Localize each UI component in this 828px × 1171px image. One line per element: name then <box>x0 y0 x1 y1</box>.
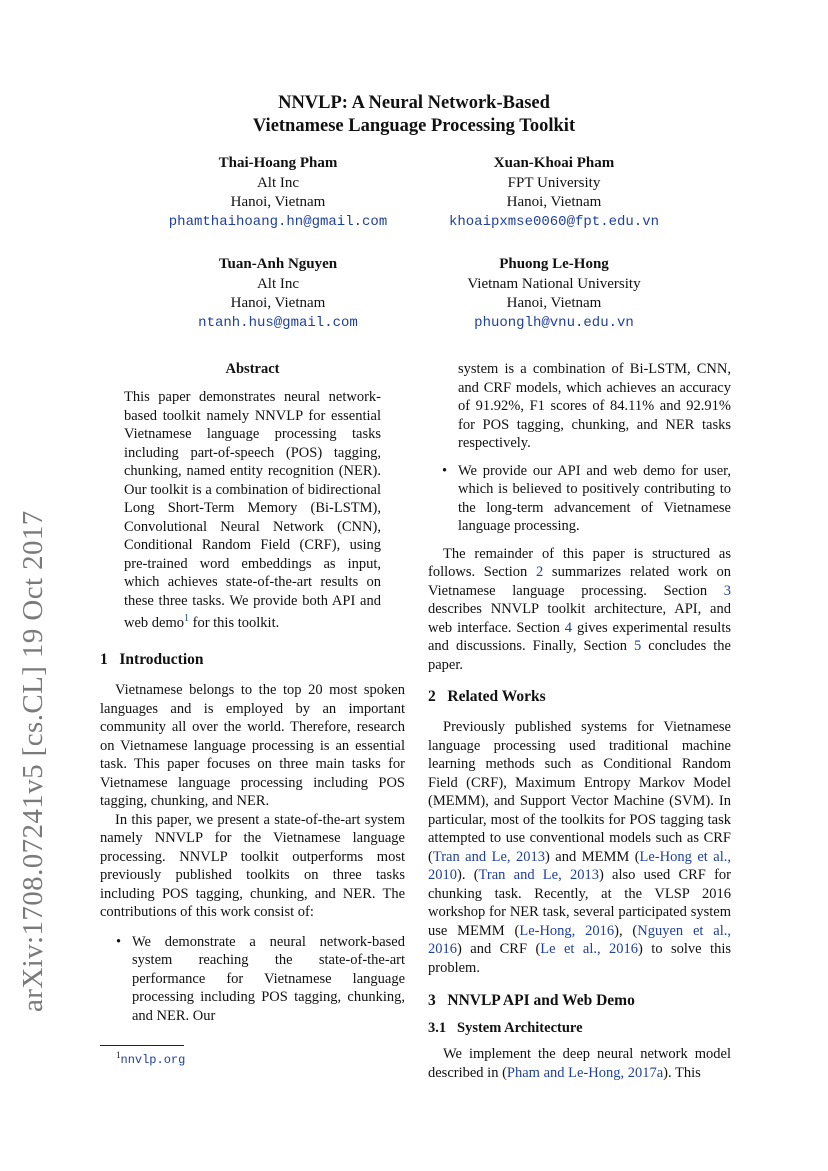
author-affiliation: Alt Inc <box>256 275 300 292</box>
subsection-heading-architecture <box>428 1019 731 1038</box>
citation-link[interactable]: Nguyen et al., 2016 <box>428 922 731 957</box>
contribution-bullet-1 <box>116 933 405 1026</box>
author-location: Hanoi, Vietnam <box>230 194 326 210</box>
remainder-paragraph <box>428 545 731 675</box>
arxiv-sidebar: arXiv:1708.07241v5 [cs.CL] 19 Oct 2017 <box>17 510 49 1012</box>
section-heading-related-works <box>428 687 731 707</box>
author-email[interactable]: phuonglh@vnu.edu.vn <box>474 314 634 331</box>
text-run: We implement the deep neural network model described in ( <box>428 1046 731 1081</box>
citation-link[interactable]: Le-Hong et al., 2010 <box>428 848 731 883</box>
bullet-text: We demonstrate a neural network-based system reaching the state-of-the-art performance for Vietnamese language processing including POS tagging, chunking, and NER. Our <box>132 933 405 1024</box>
text-run: describes NNVLP toolkit architecture, API, and web interface. Section <box>428 601 731 636</box>
author-email[interactable]: khoaipxmse0060@fpt.edu.vn <box>448 213 660 230</box>
architecture-paragraph <box>428 1045 731 1082</box>
author-name: Phuong Le-Hong <box>499 256 609 272</box>
text-run: ) to solve this problem. <box>428 941 731 976</box>
author-name: Xuan-Khoai Pham <box>493 155 615 171</box>
section-link-5[interactable]: 5 <box>634 638 642 654</box>
author-affiliation: FPT University <box>507 174 601 191</box>
text-run: Previously published systems for Vietnamese language processing used traditional machine learning methods such as Conditional Random Field (CRF), Maximum Entropy Markov Model (MEMM), and Support Vector Machine (SVM). In particular, most of the toolkits for POS tagging task attempted to use conventional models such as CRF ( <box>428 719 731 865</box>
bullet-icon: • <box>442 462 448 479</box>
author-email[interactable]: phamthaihoang.hn@gmail.com <box>168 213 388 230</box>
abstract-tail: for this toolkit. <box>189 614 280 631</box>
author-block-1 <box>128 154 428 232</box>
author-block-4 <box>404 255 704 333</box>
section-heading-api <box>428 991 731 1011</box>
text-run: ) and MEMM ( <box>544 848 640 865</box>
section-link-4[interactable]: 4 <box>564 619 573 636</box>
author-location: Hanoi, Vietnam <box>230 295 326 311</box>
text-run: The remainder of this paper is structured as follows. Section <box>428 545 731 580</box>
text-run: ), ( <box>614 922 638 939</box>
footnote-link[interactable]: nnvlp.org <box>120 1053 186 1067</box>
author-name: Tuan-Anh Nguyen <box>218 256 338 272</box>
text-run: gives experimental results and discussions. Finally, Section <box>428 619 732 654</box>
section-number: 2 <box>428 688 436 705</box>
footnote <box>116 1050 185 1067</box>
section-heading-introduction <box>100 650 405 670</box>
citation-link[interactable]: Pham and Le-Hong, 2017a <box>506 1064 664 1081</box>
citation-link[interactable]: Le et al., 2016 <box>540 941 639 957</box>
author-block-3 <box>128 255 428 333</box>
right-column <box>428 360 731 1082</box>
footnote-ref[interactable]: 1 <box>184 613 189 624</box>
contribution-bullet-2 <box>442 462 731 536</box>
text-run: ) also used CRF for chunking task. Recently, at the VLSP 2016 workshop for NER task, several participated system use MEMM ( <box>428 867 731 939</box>
citation-link[interactable]: Le-Hong, 2016 <box>519 922 615 939</box>
author-location: Hanoi, Vietnam <box>506 194 602 210</box>
intro-paragraph-1: Vietnamese belongs to the top 20 most spoken languages and is employed by an important community all over the world. Therefore, research on Vietnamese language processing is an essential task. This paper focuses on three main tasks for Vietnamese language processing including POS tagging, chunking, and NER. <box>100 682 405 810</box>
text-run: concludes the paper. <box>428 638 731 673</box>
paper-title <box>0 92 828 138</box>
section-link-3[interactable]: 3 <box>723 582 731 599</box>
footnote-mark: 1 <box>116 1050 121 1060</box>
author-location: Hanoi, Vietnam <box>506 295 602 311</box>
subsection-title: System Architecture <box>457 1020 583 1036</box>
intro-paragraph-2: In this paper, we present a state-of-the-art system namely NNVLP for the Vietnamese language processing. NNVLP toolkit outperforms most previously published toolkits on three tasks including POS tagging, chunking, and NER. The contributions of this work consist of: <box>100 811 405 921</box>
abstract-text <box>100 388 405 632</box>
section-link-2[interactable]: 2 <box>536 564 544 580</box>
subsection-number: 3.1 <box>428 1020 447 1036</box>
bullet-icon: • <box>116 933 122 950</box>
text-run: ). ( <box>457 867 479 883</box>
text-run: summarizes related work on Vietnamese language processing. Section <box>428 564 731 599</box>
text-run: ). This <box>663 1064 701 1081</box>
bullet-1-continuation: system is a combination of Bi-LSTM, CNN, and CRF models, which achieves an accuracy of 91.92%, F1 scores of 84.11% and 92.91% for POS tagging, chunking, and NER tasks respectively. <box>458 361 731 451</box>
bullet-text: We provide our API and web demo for user, which is believed to positively contributing to the long-term advancement of Vietnamese language processing. <box>458 462 731 534</box>
related-works-paragraph <box>428 718 731 977</box>
title-line-2: Vietnamese Language Processing Toolkit <box>252 116 576 136</box>
section-title: Related Works <box>447 688 546 705</box>
author-block-2 <box>404 154 704 232</box>
author-affiliation: Vietnam National University <box>467 275 641 292</box>
footnote-rule <box>100 1045 184 1046</box>
abstract-body: This paper demonstrates neural network-based toolkit namely NNVLP for essential Vietnamese language processing tasks including part-of-speech (POS) tagging, chunking, named entity recognition (NER). Our toolkit is a combination of bidirectional Long Short-Term Memory (Bi-LSTM), Convolutional Neural Network (CNN), Conditional Random Field (CRF), using pre-trained word embeddings as input, which achieves state-of-the-art results on these three tasks. We provide both API and web demo <box>124 389 381 631</box>
section-number: 1 <box>100 651 108 669</box>
title-line-1: NNVLP: A Neural Network-Based <box>278 93 550 113</box>
citation-link[interactable]: Tran and Le, 2013 <box>432 848 545 865</box>
abstract-heading: Abstract <box>225 361 280 377</box>
citation-link[interactable]: Tran and Le, 2013 <box>478 867 599 883</box>
author-email[interactable]: ntanh.hus@gmail.com <box>198 314 358 331</box>
section-title: Introduction <box>119 651 204 669</box>
author-name: Thai-Hoang Pham <box>218 155 338 171</box>
text-run: ) and CRF ( <box>457 941 541 957</box>
section-number: 3 <box>428 992 436 1009</box>
left-column <box>100 360 405 1025</box>
section-title: NNVLP API and Web Demo <box>447 992 635 1009</box>
author-affiliation: Alt Inc <box>256 174 300 191</box>
